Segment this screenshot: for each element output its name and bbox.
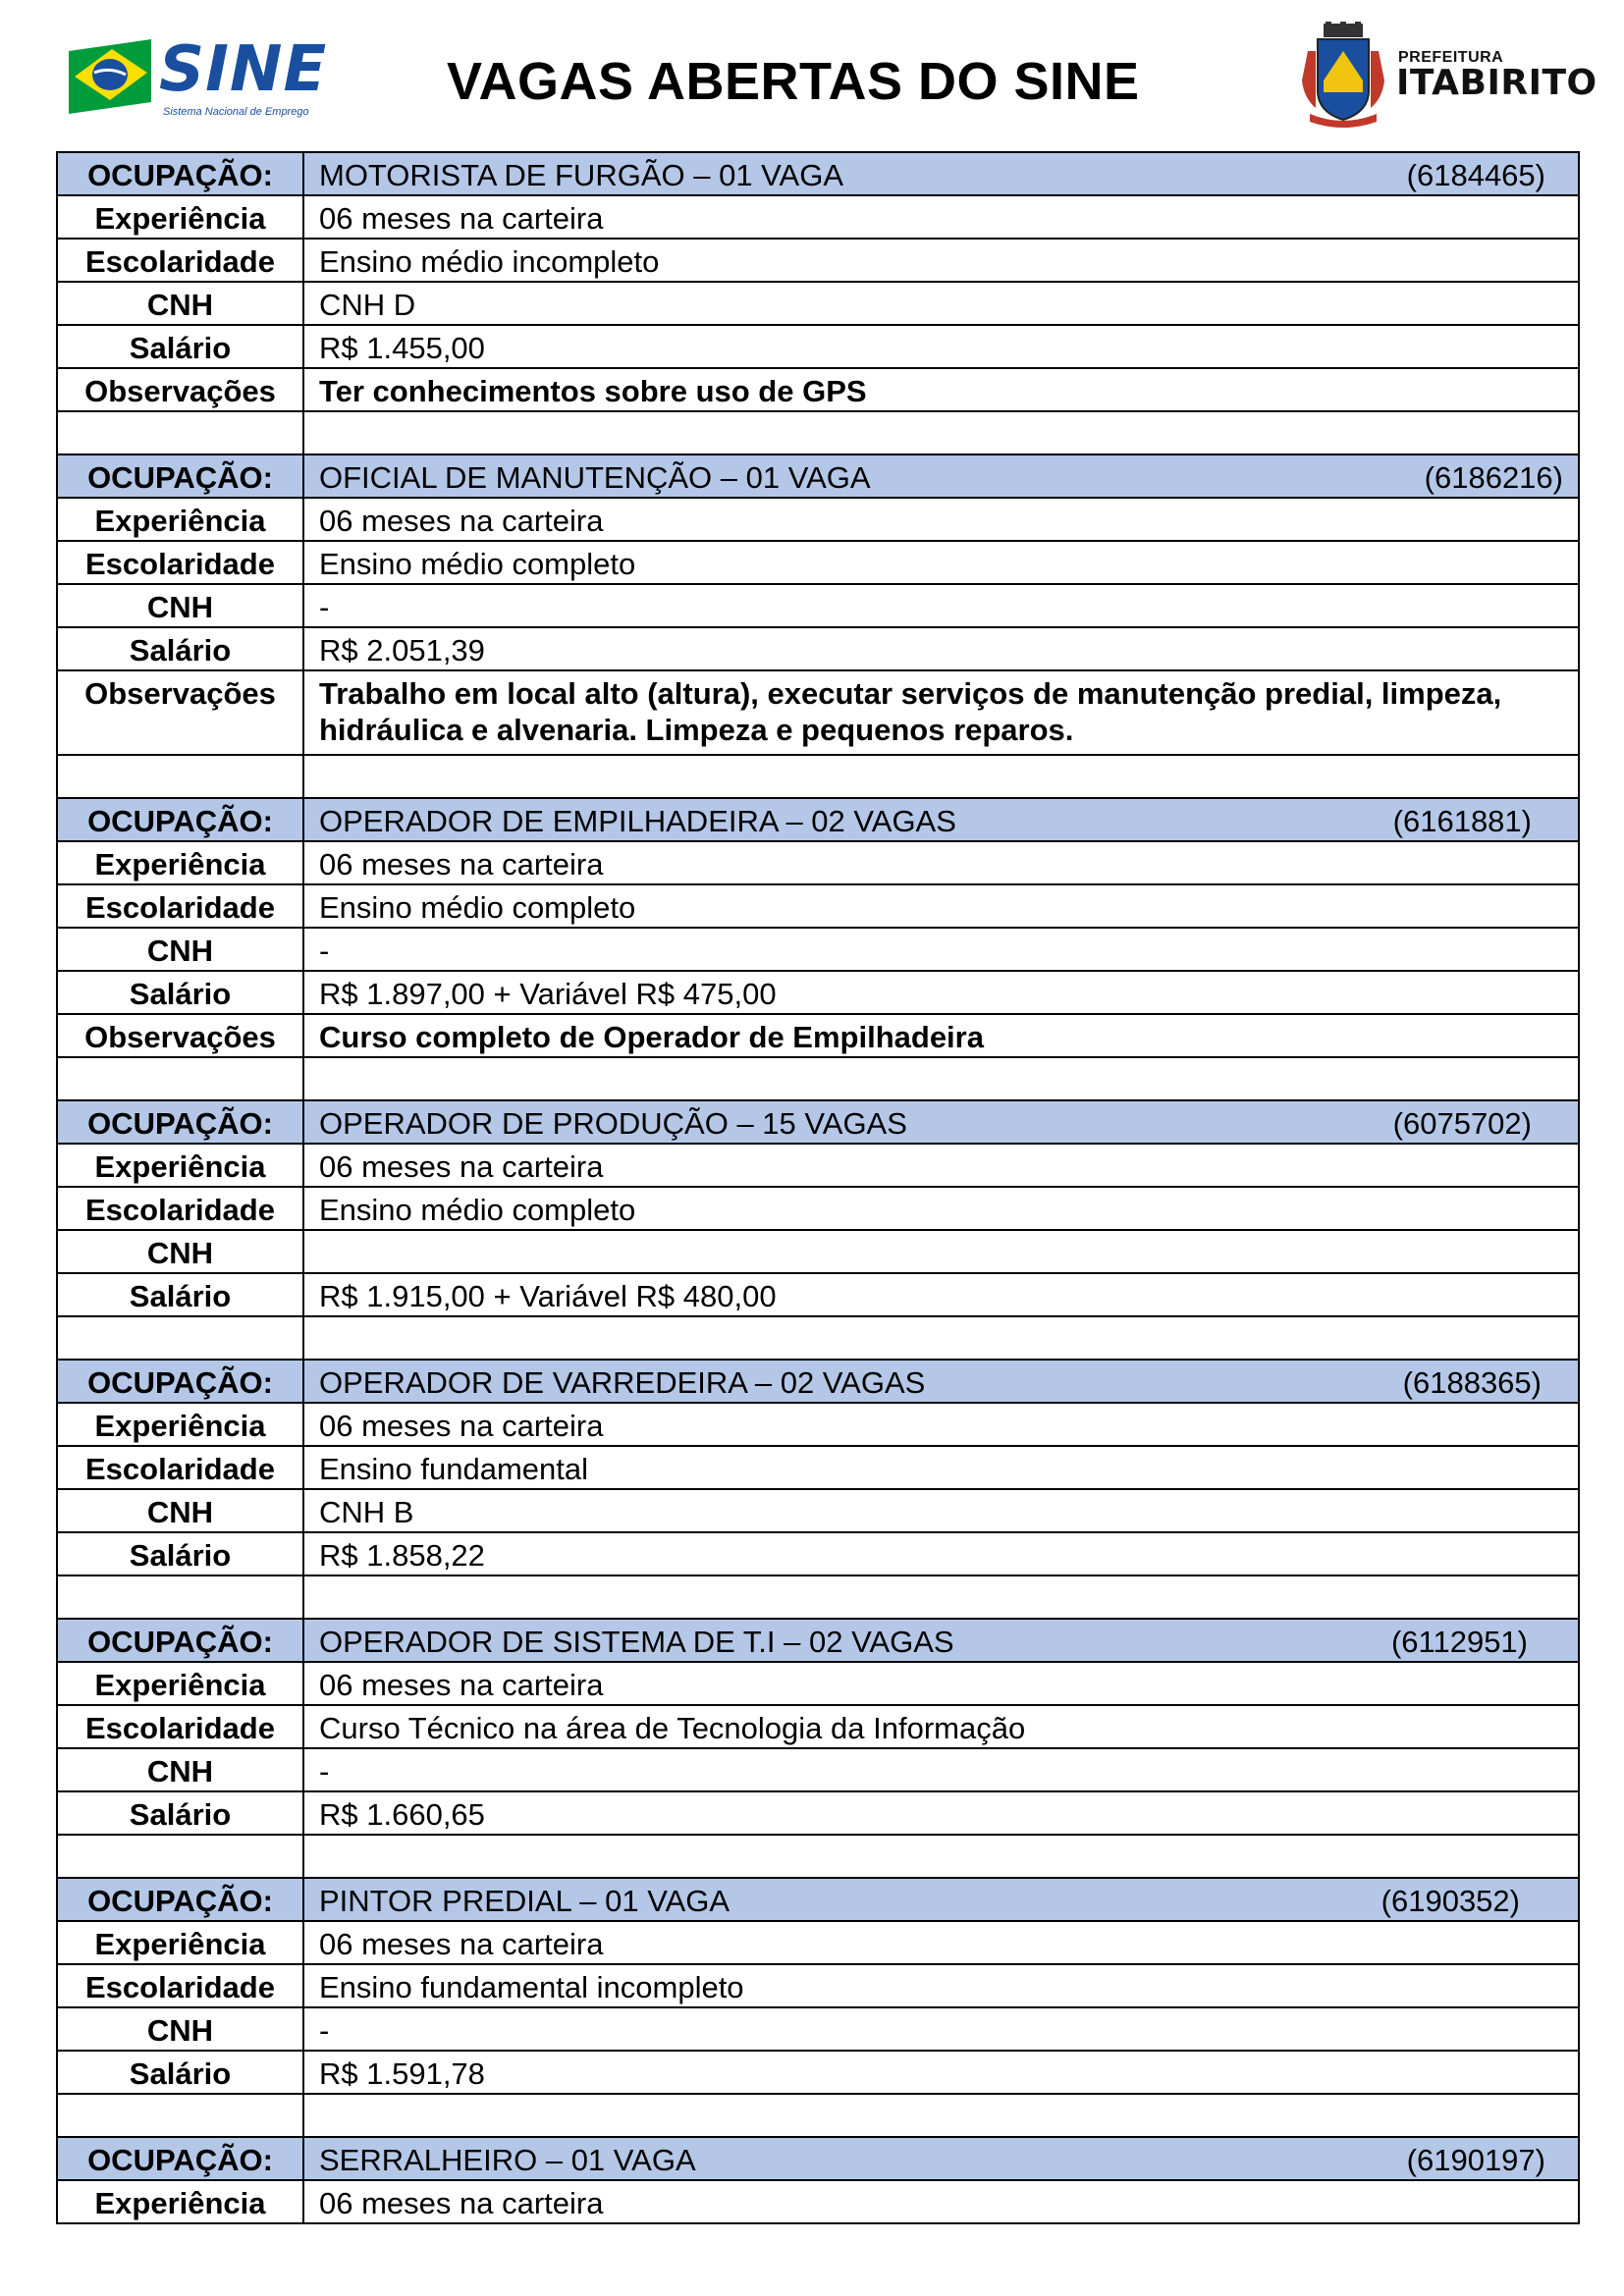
license-row xyxy=(57,282,1579,325)
salary-row xyxy=(57,325,1579,368)
job-title: OPERADOR DE VARREDEIRA – 02 VAGAS xyxy=(319,1365,926,1400)
sine-logo-text: SINE xyxy=(159,33,328,106)
salary-value: R$ 1.915,00 + Variável R$ 480,00 xyxy=(303,1273,1579,1316)
job-code: (6184465) xyxy=(1406,158,1545,192)
job-code: (6112951) xyxy=(1390,1625,1528,1659)
prefeitura-logo xyxy=(1294,22,1597,130)
notes-row xyxy=(57,670,1579,755)
job-occupation-row xyxy=(57,1619,1579,1662)
salary-label: Salário xyxy=(57,1791,303,1835)
education-label: Escolaridade xyxy=(57,1964,303,2007)
education-value: Curso Técnico na área de Tecnologia da Informação xyxy=(303,1705,1579,1748)
license-label: CNH xyxy=(57,282,303,325)
experience-value: 06 meses na carteira xyxy=(303,195,1579,239)
education-value: Ensino médio completo xyxy=(303,1187,1579,1230)
sine-flag-icon xyxy=(61,33,159,122)
occupation-cell xyxy=(303,1878,1579,1921)
spacer-row xyxy=(57,2094,1579,2137)
education-row xyxy=(57,1705,1579,1748)
experience-label: Experiência xyxy=(57,841,303,884)
prefeitura-label: PREFEITURA xyxy=(1398,49,1504,66)
education-value: Ensino médio incompleto xyxy=(303,239,1579,282)
license-value: CNH D xyxy=(303,282,1579,325)
salary-label: Salário xyxy=(57,325,303,368)
occupation-label: OCUPAÇÃO: xyxy=(57,1619,303,1662)
salary-row xyxy=(57,1791,1579,1835)
notes-value: Trabalho em local alto (altura), executar serviços de manutenção predial, limpeza, hidráulica e alvenaria. Limpeza e pequenos reparos. xyxy=(303,670,1579,755)
job-occupation-row xyxy=(57,2137,1579,2180)
salary-label: Salário xyxy=(57,627,303,670)
license-row xyxy=(57,584,1579,627)
spacer-row xyxy=(57,1316,1579,1360)
job-code: (6075702) xyxy=(1392,1106,1532,1141)
occupation-label: OCUPAÇÃO: xyxy=(57,798,303,841)
license-row xyxy=(57,1489,1579,1532)
salary-row xyxy=(57,627,1579,670)
education-label: Escolaridade xyxy=(57,1187,303,1230)
license-value xyxy=(303,1230,1579,1273)
license-value: - xyxy=(303,928,1579,971)
education-row xyxy=(57,1964,1579,2007)
experience-row xyxy=(57,1662,1579,1705)
salary-label: Salário xyxy=(57,971,303,1014)
license-value: - xyxy=(303,1748,1579,1791)
education-value: Ensino fundamental incompleto xyxy=(303,1964,1579,2007)
salary-row xyxy=(57,1532,1579,1575)
experience-value: 06 meses na carteira xyxy=(303,1403,1579,1446)
experience-row xyxy=(57,2180,1579,2223)
sine-logo xyxy=(61,29,346,128)
experience-label: Experiência xyxy=(57,1144,303,1187)
job-occupation-row xyxy=(57,1100,1579,1144)
experience-value: 06 meses na carteira xyxy=(303,841,1579,884)
job-title: PINTOR PREDIAL – 01 VAGA xyxy=(319,1884,731,1918)
license-label: CNH xyxy=(57,1489,303,1532)
salary-label: Salário xyxy=(57,1532,303,1575)
job-listings-table xyxy=(56,151,1580,2224)
spacer-row xyxy=(57,1057,1579,1100)
occupation-cell xyxy=(303,1100,1579,1144)
occupation-label: OCUPAÇÃO: xyxy=(57,1100,303,1144)
experience-label: Experiência xyxy=(57,498,303,541)
education-value: Ensino médio completo xyxy=(303,541,1579,584)
salary-value: R$ 2.051,39 xyxy=(303,627,1579,670)
education-label: Escolaridade xyxy=(57,541,303,584)
job-title: OPERADOR DE EMPILHADEIRA – 02 VAGAS xyxy=(319,804,956,838)
license-value: CNH B xyxy=(303,1489,1579,1532)
spacer-row xyxy=(57,411,1579,454)
occupation-cell xyxy=(303,152,1579,195)
education-label: Escolaridade xyxy=(57,1446,303,1489)
occupation-label: OCUPAÇÃO: xyxy=(57,1878,303,1921)
job-title: OFICIAL DE MANUTENÇÃO – 01 VAGA xyxy=(319,460,871,495)
experience-row xyxy=(57,841,1579,884)
job-occupation-row xyxy=(57,454,1579,498)
license-row xyxy=(57,2007,1579,2051)
occupation-label: OCUPAÇÃO: xyxy=(57,1360,303,1403)
experience-value: 06 meses na carteira xyxy=(303,1662,1579,1705)
salary-value: R$ 1.897,00 + Variável R$ 475,00 xyxy=(303,971,1579,1014)
occupation-cell xyxy=(303,1360,1579,1403)
experience-row xyxy=(57,1403,1579,1446)
page-header xyxy=(0,0,1624,147)
job-occupation-row xyxy=(57,1878,1579,1921)
salary-value: R$ 1.858,22 xyxy=(303,1532,1579,1575)
job-occupation-row xyxy=(57,152,1579,195)
experience-row xyxy=(57,1921,1579,1964)
occupation-label: OCUPAÇÃO: xyxy=(57,152,303,195)
education-label: Escolaridade xyxy=(57,239,303,282)
occupation-cell xyxy=(303,454,1579,498)
experience-value: 06 meses na carteira xyxy=(303,1921,1579,1964)
job-code: (6188365) xyxy=(1402,1365,1542,1400)
job-code: (6186216) xyxy=(1424,460,1563,495)
job-code: (6190197) xyxy=(1406,2143,1545,2177)
job-occupation-row xyxy=(57,798,1579,841)
experience-label: Experiência xyxy=(57,195,303,239)
notes-label: Observações xyxy=(57,670,303,755)
occupation-label: OCUPAÇÃO: xyxy=(57,454,303,498)
salary-value: R$ 1.660,65 xyxy=(303,1791,1579,1835)
notes-value: Curso completo de Operador de Empilhadeira xyxy=(303,1014,1579,1057)
experience-label: Experiência xyxy=(57,1403,303,1446)
experience-row xyxy=(57,1144,1579,1187)
job-code: (6161881) xyxy=(1392,804,1532,838)
education-row xyxy=(57,541,1579,584)
experience-label: Experiência xyxy=(57,1921,303,1964)
job-title: MOTORISTA DE FURGÃO – 01 VAGA xyxy=(319,158,844,192)
education-row xyxy=(57,1187,1579,1230)
salary-value: R$ 1.591,78 xyxy=(303,2051,1579,2094)
education-row xyxy=(57,1446,1579,1489)
job-occupation-row xyxy=(57,1360,1579,1403)
notes-label: Observações xyxy=(57,368,303,411)
experience-label: Experiência xyxy=(57,2180,303,2223)
education-label: Escolaridade xyxy=(57,1705,303,1748)
education-row xyxy=(57,239,1579,282)
experience-label: Experiência xyxy=(57,1662,303,1705)
license-value: - xyxy=(303,584,1579,627)
license-value: - xyxy=(303,2007,1579,2051)
salary-label: Salário xyxy=(57,2051,303,2094)
license-label: CNH xyxy=(57,1230,303,1273)
license-row xyxy=(57,928,1579,971)
occupation-cell xyxy=(303,798,1579,841)
spacer-row xyxy=(57,1835,1579,1878)
license-row xyxy=(57,1230,1579,1273)
experience-value: 06 meses na carteira xyxy=(303,1144,1579,1187)
education-row xyxy=(57,884,1579,928)
salary-label: Salário xyxy=(57,1273,303,1316)
license-label: CNH xyxy=(57,2007,303,2051)
salary-row xyxy=(57,971,1579,1014)
experience-value: 06 meses na carteira xyxy=(303,498,1579,541)
license-row xyxy=(57,1748,1579,1791)
job-title: SERRALHEIRO – 01 VAGA xyxy=(319,2143,696,2177)
spacer-row xyxy=(57,755,1579,798)
job-code: (6190352) xyxy=(1380,1884,1520,1918)
sine-logo-subtitle: Sistema Nacional de Emprego xyxy=(163,106,309,118)
job-title: OPERADOR DE PRODUÇÃO – 15 VAGAS xyxy=(319,1106,907,1141)
notes-row xyxy=(57,1014,1579,1057)
salary-row xyxy=(57,1273,1579,1316)
city-name: ITABIRITO xyxy=(1396,63,1597,103)
experience-value: 06 meses na carteira xyxy=(303,2180,1579,2223)
license-label: CNH xyxy=(57,1748,303,1791)
coat-of-arms-icon xyxy=(1294,22,1392,130)
notes-value: Ter conhecimentos sobre uso de GPS xyxy=(303,368,1579,411)
education-label: Escolaridade xyxy=(57,884,303,928)
education-value: Ensino médio completo xyxy=(303,884,1579,928)
notes-label: Observações xyxy=(57,1014,303,1057)
occupation-cell xyxy=(303,2137,1579,2180)
occupation-label: OCUPAÇÃO: xyxy=(57,2137,303,2180)
salary-value: R$ 1.455,00 xyxy=(303,325,1579,368)
page-title: VAGAS ABERTAS DO SINE xyxy=(447,52,1140,111)
experience-row xyxy=(57,498,1579,541)
experience-row xyxy=(57,195,1579,239)
occupation-cell xyxy=(303,1619,1579,1662)
job-title: OPERADOR DE SISTEMA DE T.I – 02 VAGAS xyxy=(319,1625,954,1659)
license-label: CNH xyxy=(57,928,303,971)
salary-row xyxy=(57,2051,1579,2094)
education-value: Ensino fundamental xyxy=(303,1446,1579,1489)
notes-row xyxy=(57,368,1579,411)
spacer-row xyxy=(57,1575,1579,1619)
license-label: CNH xyxy=(57,584,303,627)
